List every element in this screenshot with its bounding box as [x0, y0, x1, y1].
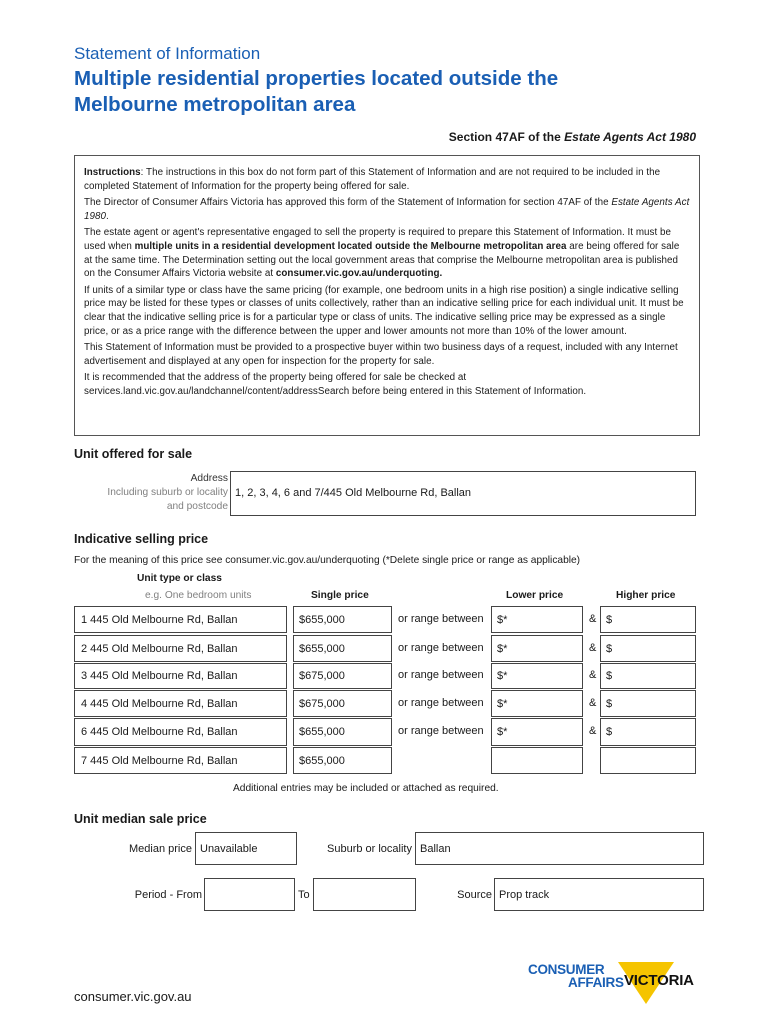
lower-price-field[interactable] [491, 663, 583, 689]
amp-label: & [589, 613, 597, 625]
lower-price-value: $* [497, 643, 508, 655]
doc-kicker: Statement of Information [74, 44, 261, 63]
range-between-label: or range between [398, 642, 484, 654]
instructions-p2 [84, 196, 690, 223]
instructions-box [74, 155, 700, 436]
higher-price-value: $ [606, 698, 613, 710]
higher-price-value: $ [606, 670, 613, 682]
median-heading: Unit median sale price [74, 812, 207, 826]
higher-price-field[interactable] [600, 663, 696, 689]
indicative-heading: Indicative selling price [74, 532, 209, 546]
section-reference [449, 130, 696, 144]
instructions-p1 [84, 166, 690, 193]
higher-price-field[interactable] [600, 718, 696, 746]
instructions-p1-text: : The instructions in this box do not form part of this Statement of Information and are not required to be included in the completed Statement of Information for the property being offered for sale. [84, 167, 661, 192]
single-price-field[interactable] [293, 747, 392, 774]
period-from-label: Period - From [134, 889, 202, 901]
col-unit-hint: e.g. One bedroom units [145, 590, 252, 601]
period-to-field[interactable] [313, 878, 416, 911]
unit-type-value: 6 445 Old Melbourne Rd, Ballan [81, 726, 238, 738]
address-label-line2: Including suburb or locality [107, 487, 228, 498]
unit-type-value: 2 445 Old Melbourne Rd, Ballan [81, 643, 238, 655]
period-from-field[interactable] [204, 878, 295, 911]
unit-offered-heading: Unit offered for sale [74, 447, 193, 461]
source-value: Prop track [499, 889, 550, 901]
lower-price-field[interactable] [491, 606, 583, 633]
logo-victoria: VICTORIA [624, 972, 694, 989]
unit-type-value: 1 445 Old Melbourne Rd, Ballan [81, 614, 238, 626]
col-lower: Lower price [506, 590, 564, 601]
range-between-label: or range between [398, 669, 484, 681]
lower-price-field[interactable] [491, 718, 583, 746]
single-price-field[interactable] [293, 718, 392, 746]
unit-type-value: 4 445 Old Melbourne Rd, Ballan [81, 698, 238, 710]
unit-type-field[interactable] [74, 606, 287, 633]
lower-price-field[interactable] [491, 635, 583, 662]
page-title [74, 66, 558, 118]
lower-price-field[interactable] [491, 747, 583, 774]
single-price-value: $655,000 [299, 726, 345, 738]
single-price-field[interactable] [293, 635, 392, 662]
single-price-field[interactable] [293, 690, 392, 717]
single-price-field[interactable] [293, 606, 392, 633]
footer-url[interactable]: consumer.vic.gov.au [74, 989, 192, 1004]
section-act: Estate Agents Act 1980 [564, 130, 696, 144]
indicative-note: For the meaning of this price see consumer.vic.gov.au/underquoting (*Delete single price or range as applicable) [74, 555, 581, 566]
instructions-p6: It is recommended that the address of the property being offered for sale be checked at services.land.vic.gov.au/landchannel/content/addressSearch before being entered in this Statement of Information. [84, 372, 587, 397]
instructions-label: Instructions [84, 167, 141, 178]
higher-price-value: $ [606, 643, 613, 655]
higher-price-value: $ [606, 726, 613, 738]
address-label-line3: and postcode [166, 501, 228, 512]
single-price-value: $655,000 [299, 755, 345, 767]
address-value: 1, 2, 3, 4, 6 and 7/445 Old Melbourne Rd, Ballan [235, 487, 472, 499]
higher-price-field[interactable] [600, 747, 696, 774]
median-price-label: Median price [129, 843, 192, 855]
single-price-field[interactable] [293, 663, 392, 689]
unit-type-field[interactable] [74, 747, 287, 774]
median-price-value: Unavailable [200, 843, 258, 855]
unit-type-field[interactable] [74, 635, 287, 662]
col-single: Single price [311, 590, 369, 601]
logo-consumer: CONSUMER [528, 962, 605, 977]
to-label: To [298, 889, 310, 901]
range-between-label: or range between [398, 613, 484, 625]
amp-label: & [589, 669, 597, 681]
single-price-value: $655,000 [299, 614, 345, 626]
address-label-line1: Address [190, 473, 228, 484]
range-between-label: or range between [398, 725, 484, 737]
higher-price-field[interactable] [600, 690, 696, 717]
lower-price-value: $* [497, 726, 508, 738]
instructions-p3-bold1: multiple units in a residential development located outside the Melbourne metropolitan area [134, 240, 567, 252]
col-higher: Higher price [616, 590, 676, 601]
suburb-value: Ballan [420, 843, 451, 855]
single-price-value: $675,000 [299, 670, 345, 682]
higher-price-field[interactable] [600, 635, 696, 662]
page-title-line1: Multiple residential properties located outside the [74, 67, 559, 90]
instructions-p3-a: The estate agent or agent's representative engaged to sell the property is required to prepare this Statement of Information. It must be used when [84, 227, 672, 252]
unit-type-value: 7 445 Old Melbourne Rd, Ballan [81, 755, 238, 767]
single-price-value: $655,000 [299, 643, 345, 655]
higher-price-value: $ [606, 614, 613, 626]
instructions-p2-end: . [106, 210, 109, 222]
amp-label: & [589, 697, 597, 709]
amp-label: & [589, 725, 597, 737]
unit-type-field[interactable] [74, 690, 287, 717]
unit-type-value: 3 445 Old Melbourne Rd, Ballan [81, 670, 238, 682]
consumer-affairs-victoria-logo [528, 958, 703, 1010]
col-unit-type: Unit type or class [137, 573, 222, 584]
lower-price-value: $* [497, 614, 508, 626]
lower-price-value: $* [497, 698, 508, 710]
source-label: Source [457, 889, 492, 901]
additional-note: Additional entries may be included or attached as required. [233, 783, 499, 794]
section-prefix: Section 47AF of the [448, 130, 565, 144]
unit-type-field[interactable] [74, 718, 287, 746]
higher-price-field[interactable] [600, 606, 696, 633]
lower-price-value: $* [497, 670, 508, 682]
lower-price-field[interactable] [491, 690, 583, 717]
instructions-p2-text: The Director of Consumer Affairs Victoria has approved this form of the Statement of Information for section 47AF of the [84, 197, 612, 209]
address-label [74, 472, 228, 514]
unit-type-field[interactable] [74, 663, 287, 689]
page-title-line2: Melbourne metropolitan area [74, 93, 356, 116]
range-between-label: or range between [398, 697, 484, 709]
source-field[interactable] [494, 878, 704, 911]
suburb-field[interactable] [415, 832, 704, 865]
logo-affairs: AFFAIRS [568, 975, 624, 990]
address-field[interactable] [230, 471, 696, 516]
suburb-label: Suburb or locality [327, 843, 412, 855]
instructions-p3 [84, 226, 690, 280]
instructions-p5: This Statement of Information must be provided to a prospective buyer within two business days of a request, included with any Internet advertisement and displayed at any open for inspection for the property for sale. [84, 342, 678, 367]
amp-label: & [589, 642, 597, 654]
underquoting-link[interactable]: consumer.vic.gov.au/underquoting. [275, 268, 443, 280]
instructions-p4: If units of a similar type or class have the same pricing (for example, one bedroom units in a high rise position) a single indicative selling price may be listed for these types or classes of units collectively, rather than an indicative selling price for each individual unit. It must be clear that the indicative selling price is for a particular type or class of units. The indicative selling price may be expressed as a single price, or as a price range with the difference between the upper and lower amounts not more than 10% of the lower amount. [84, 284, 684, 337]
single-price-value: $675,000 [299, 698, 345, 710]
instructions-p3-b: are being offered for sale at the same time. The Determination setting out the local government areas that comprise the Melbourne metropolitan area is published on the Consumer Affairs Victoria website at [84, 240, 680, 280]
instructions-p2-act: Estate Agents Act 1980 [84, 197, 690, 222]
median-price-field[interactable] [195, 832, 297, 865]
